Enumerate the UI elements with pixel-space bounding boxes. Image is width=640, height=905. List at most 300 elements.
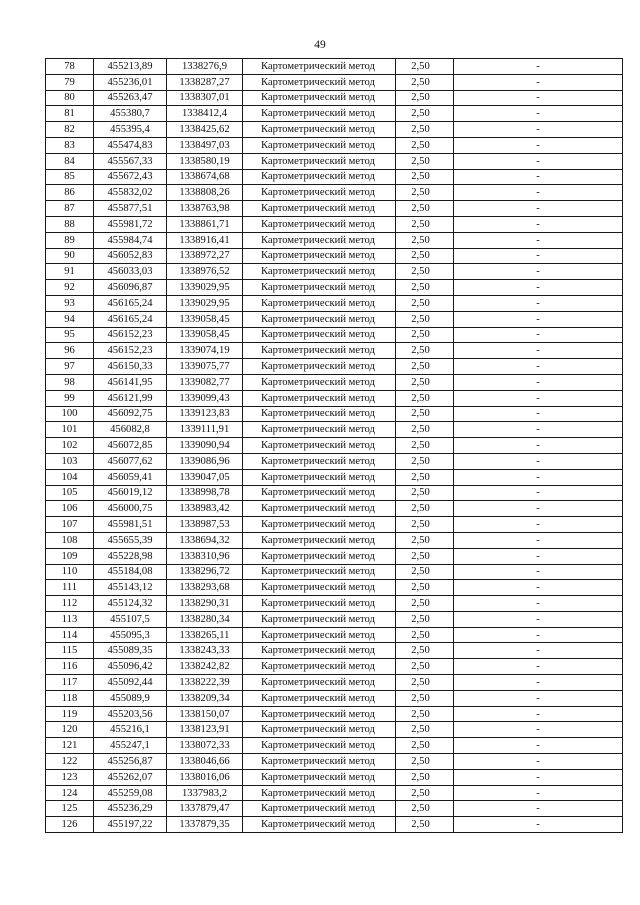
table-row bbox=[46, 201, 623, 217]
table-row bbox=[46, 264, 623, 280]
description-cell: - bbox=[454, 264, 623, 280]
description-cell: - bbox=[454, 690, 623, 706]
y-coordinate-cell: 1339123,83 bbox=[167, 406, 243, 422]
x-coordinate-cell: 455395,4 bbox=[94, 122, 167, 138]
y-coordinate-cell: 1338276,9 bbox=[167, 59, 243, 75]
table-row bbox=[46, 122, 623, 138]
description-cell: - bbox=[454, 801, 623, 817]
x-coordinate-cell: 455981,72 bbox=[94, 216, 167, 232]
description-cell: - bbox=[454, 643, 623, 659]
table-row bbox=[46, 438, 623, 454]
point-number-cell: 103 bbox=[46, 453, 94, 469]
description-cell: - bbox=[454, 517, 623, 533]
y-coordinate-cell: 1338307,01 bbox=[167, 90, 243, 106]
table-row bbox=[46, 548, 623, 564]
point-number-cell: 99 bbox=[46, 390, 94, 406]
method-cell: Картометрический метод bbox=[243, 675, 396, 691]
x-coordinate-cell: 456152,23 bbox=[94, 343, 167, 359]
description-cell: - bbox=[454, 485, 623, 501]
table-row bbox=[46, 611, 623, 627]
point-number-cell: 89 bbox=[46, 232, 94, 248]
y-coordinate-cell: 1338861,71 bbox=[167, 216, 243, 232]
description-cell: - bbox=[454, 311, 623, 327]
x-coordinate-cell: 456059,41 bbox=[94, 469, 167, 485]
description-cell: - bbox=[454, 153, 623, 169]
point-number-cell: 126 bbox=[46, 817, 94, 833]
method-cell: Картометрический метод bbox=[243, 485, 396, 501]
x-coordinate-cell: 455203,56 bbox=[94, 706, 167, 722]
method-cell: Картометрический метод bbox=[243, 596, 396, 612]
y-coordinate-cell: 1338265,11 bbox=[167, 627, 243, 643]
method-cell: Картометрический метод bbox=[243, 469, 396, 485]
x-coordinate-cell: 455143,12 bbox=[94, 580, 167, 596]
y-coordinate-cell: 1337879,47 bbox=[167, 801, 243, 817]
point-number-cell: 90 bbox=[46, 248, 94, 264]
description-cell: - bbox=[454, 596, 623, 612]
description-cell: - bbox=[454, 785, 623, 801]
point-number-cell: 98 bbox=[46, 374, 94, 390]
y-coordinate-cell: 1339029,95 bbox=[167, 280, 243, 296]
accuracy-cell: 2,50 bbox=[396, 627, 454, 643]
point-number-cell: 86 bbox=[46, 185, 94, 201]
method-cell: Картометрический метод bbox=[243, 264, 396, 280]
table-row bbox=[46, 169, 623, 185]
accuracy-cell: 2,50 bbox=[396, 232, 454, 248]
description-cell: - bbox=[454, 659, 623, 675]
x-coordinate-cell: 455247,1 bbox=[94, 738, 167, 754]
accuracy-cell: 2,50 bbox=[396, 564, 454, 580]
table-row bbox=[46, 580, 623, 596]
description-cell: - bbox=[454, 580, 623, 596]
accuracy-cell: 2,50 bbox=[396, 264, 454, 280]
description-cell: - bbox=[454, 754, 623, 770]
description-cell: - bbox=[454, 706, 623, 722]
table-row bbox=[46, 359, 623, 375]
x-coordinate-cell: 456165,24 bbox=[94, 295, 167, 311]
method-cell: Картометрический метод bbox=[243, 311, 396, 327]
point-number-cell: 123 bbox=[46, 769, 94, 785]
description-cell: - bbox=[454, 564, 623, 580]
method-cell: Картометрический метод bbox=[243, 754, 396, 770]
y-coordinate-cell: 1339029,95 bbox=[167, 295, 243, 311]
description-cell: - bbox=[454, 169, 623, 185]
y-coordinate-cell: 1338497,03 bbox=[167, 137, 243, 153]
y-coordinate-cell: 1338976,52 bbox=[167, 264, 243, 280]
accuracy-cell: 2,50 bbox=[396, 501, 454, 517]
table-row bbox=[46, 501, 623, 517]
method-cell: Картометрический метод bbox=[243, 280, 396, 296]
y-coordinate-cell: 1338287,27 bbox=[167, 74, 243, 90]
table-row bbox=[46, 659, 623, 675]
table-row bbox=[46, 137, 623, 153]
method-cell: Картометрический метод bbox=[243, 785, 396, 801]
y-coordinate-cell: 1339058,45 bbox=[167, 327, 243, 343]
accuracy-cell: 2,50 bbox=[396, 374, 454, 390]
point-number-cell: 116 bbox=[46, 659, 94, 675]
x-coordinate-cell: 455216,1 bbox=[94, 722, 167, 738]
x-coordinate-cell: 456096,87 bbox=[94, 280, 167, 296]
table-row bbox=[46, 596, 623, 612]
method-cell: Картометрический метод bbox=[243, 106, 396, 122]
x-coordinate-cell: 456052,83 bbox=[94, 248, 167, 264]
description-cell: - bbox=[454, 406, 623, 422]
table-row bbox=[46, 785, 623, 801]
y-coordinate-cell: 1338987,53 bbox=[167, 517, 243, 533]
x-coordinate-cell: 456019,12 bbox=[94, 485, 167, 501]
description-cell: - bbox=[454, 248, 623, 264]
y-coordinate-cell: 1338072,33 bbox=[167, 738, 243, 754]
table-row bbox=[46, 627, 623, 643]
y-coordinate-cell: 1338983,42 bbox=[167, 501, 243, 517]
table-row bbox=[46, 722, 623, 738]
table-row bbox=[46, 564, 623, 580]
method-cell: Картометрический метод bbox=[243, 548, 396, 564]
x-coordinate-cell: 455877,51 bbox=[94, 201, 167, 217]
description-cell: - bbox=[454, 201, 623, 217]
point-number-cell: 122 bbox=[46, 754, 94, 770]
y-coordinate-cell: 1338972,27 bbox=[167, 248, 243, 264]
point-number-cell: 118 bbox=[46, 690, 94, 706]
description-cell: - bbox=[454, 675, 623, 691]
point-number-cell: 111 bbox=[46, 580, 94, 596]
method-cell: Картометрический метод bbox=[243, 248, 396, 264]
accuracy-cell: 2,50 bbox=[396, 738, 454, 754]
y-coordinate-cell: 1338290,31 bbox=[167, 596, 243, 612]
accuracy-cell: 2,50 bbox=[396, 754, 454, 770]
method-cell: Картометрический метод bbox=[243, 580, 396, 596]
point-number-cell: 115 bbox=[46, 643, 94, 659]
x-coordinate-cell: 455197,22 bbox=[94, 817, 167, 833]
y-coordinate-cell: 1338916,41 bbox=[167, 232, 243, 248]
point-number-cell: 87 bbox=[46, 201, 94, 217]
point-number-cell: 79 bbox=[46, 74, 94, 90]
description-cell: - bbox=[454, 422, 623, 438]
point-number-cell: 78 bbox=[46, 59, 94, 75]
accuracy-cell: 2,50 bbox=[396, 390, 454, 406]
description-cell: - bbox=[454, 501, 623, 517]
accuracy-cell: 2,50 bbox=[396, 611, 454, 627]
x-coordinate-cell: 455213,89 bbox=[94, 59, 167, 75]
point-number-cell: 80 bbox=[46, 90, 94, 106]
x-coordinate-cell: 456072,85 bbox=[94, 438, 167, 454]
y-coordinate-cell: 1338674,68 bbox=[167, 169, 243, 185]
accuracy-cell: 2,50 bbox=[396, 690, 454, 706]
description-cell: - bbox=[454, 359, 623, 375]
accuracy-cell: 2,50 bbox=[396, 90, 454, 106]
table-row bbox=[46, 106, 623, 122]
method-cell: Картометрический метод bbox=[243, 343, 396, 359]
point-number-cell: 110 bbox=[46, 564, 94, 580]
accuracy-cell: 2,50 bbox=[396, 422, 454, 438]
y-coordinate-cell: 1338280,34 bbox=[167, 611, 243, 627]
x-coordinate-cell: 455474,83 bbox=[94, 137, 167, 153]
description-cell: - bbox=[454, 469, 623, 485]
table-row bbox=[46, 311, 623, 327]
x-coordinate-cell: 456033,03 bbox=[94, 264, 167, 280]
point-number-cell: 112 bbox=[46, 596, 94, 612]
point-number-cell: 104 bbox=[46, 469, 94, 485]
point-number-cell: 117 bbox=[46, 675, 94, 691]
x-coordinate-cell: 456141,95 bbox=[94, 374, 167, 390]
x-coordinate-cell: 455089,9 bbox=[94, 690, 167, 706]
table-row bbox=[46, 817, 623, 833]
x-coordinate-cell: 455984,74 bbox=[94, 232, 167, 248]
accuracy-cell: 2,50 bbox=[396, 280, 454, 296]
description-cell: - bbox=[454, 532, 623, 548]
x-coordinate-cell: 455981,51 bbox=[94, 517, 167, 533]
x-coordinate-cell: 455236,29 bbox=[94, 801, 167, 817]
y-coordinate-cell: 1338242,82 bbox=[167, 659, 243, 675]
accuracy-cell: 2,50 bbox=[396, 248, 454, 264]
method-cell: Картометрический метод bbox=[243, 137, 396, 153]
table-row bbox=[46, 374, 623, 390]
table-row bbox=[46, 453, 623, 469]
point-number-cell: 102 bbox=[46, 438, 94, 454]
y-coordinate-cell: 1338293,68 bbox=[167, 580, 243, 596]
description-cell: - bbox=[454, 343, 623, 359]
x-coordinate-cell: 455124,32 bbox=[94, 596, 167, 612]
y-coordinate-cell: 1338694,32 bbox=[167, 532, 243, 548]
description-cell: - bbox=[454, 738, 623, 754]
method-cell: Картометрический метод bbox=[243, 453, 396, 469]
x-coordinate-cell: 455832,02 bbox=[94, 185, 167, 201]
coordinates-table-body bbox=[46, 59, 623, 833]
x-coordinate-cell: 456000,75 bbox=[94, 501, 167, 517]
x-coordinate-cell: 456092,75 bbox=[94, 406, 167, 422]
y-coordinate-cell: 1338310,96 bbox=[167, 548, 243, 564]
point-number-cell: 106 bbox=[46, 501, 94, 517]
accuracy-cell: 2,50 bbox=[396, 769, 454, 785]
y-coordinate-cell: 1338243,33 bbox=[167, 643, 243, 659]
method-cell: Картометрический метод bbox=[243, 643, 396, 659]
accuracy-cell: 2,50 bbox=[396, 596, 454, 612]
point-number-cell: 95 bbox=[46, 327, 94, 343]
y-coordinate-cell: 1339058,45 bbox=[167, 311, 243, 327]
y-coordinate-cell: 1338016,06 bbox=[167, 769, 243, 785]
description-cell: - bbox=[454, 627, 623, 643]
point-number-cell: 119 bbox=[46, 706, 94, 722]
y-coordinate-cell: 1338222,39 bbox=[167, 675, 243, 691]
y-coordinate-cell: 1339099,43 bbox=[167, 390, 243, 406]
accuracy-cell: 2,50 bbox=[396, 185, 454, 201]
method-cell: Картометрический метод bbox=[243, 517, 396, 533]
y-coordinate-cell: 1338425,62 bbox=[167, 122, 243, 138]
x-coordinate-cell: 456082,8 bbox=[94, 422, 167, 438]
description-cell: - bbox=[454, 59, 623, 75]
y-coordinate-cell: 1339090,94 bbox=[167, 438, 243, 454]
table-row bbox=[46, 295, 623, 311]
point-number-cell: 96 bbox=[46, 343, 94, 359]
method-cell: Картометрический метод bbox=[243, 659, 396, 675]
method-cell: Картометрический метод bbox=[243, 706, 396, 722]
accuracy-cell: 2,50 bbox=[396, 201, 454, 217]
point-number-cell: 121 bbox=[46, 738, 94, 754]
accuracy-cell: 2,50 bbox=[396, 706, 454, 722]
x-coordinate-cell: 456152,23 bbox=[94, 327, 167, 343]
accuracy-cell: 2,50 bbox=[396, 453, 454, 469]
y-coordinate-cell: 1337879,35 bbox=[167, 817, 243, 833]
x-coordinate-cell: 455655,39 bbox=[94, 532, 167, 548]
description-cell: - bbox=[454, 295, 623, 311]
table-row bbox=[46, 485, 623, 501]
table-row bbox=[46, 754, 623, 770]
method-cell: Картометрический метод bbox=[243, 185, 396, 201]
x-coordinate-cell: 455184,08 bbox=[94, 564, 167, 580]
method-cell: Картометрический метод bbox=[243, 74, 396, 90]
y-coordinate-cell: 1338296,72 bbox=[167, 564, 243, 580]
table-row bbox=[46, 280, 623, 296]
description-cell: - bbox=[454, 106, 623, 122]
table-row bbox=[46, 327, 623, 343]
x-coordinate-cell: 456121,99 bbox=[94, 390, 167, 406]
y-coordinate-cell: 1338808,26 bbox=[167, 185, 243, 201]
description-cell: - bbox=[454, 769, 623, 785]
point-number-cell: 125 bbox=[46, 801, 94, 817]
accuracy-cell: 2,50 bbox=[396, 438, 454, 454]
method-cell: Картометрический метод bbox=[243, 59, 396, 75]
x-coordinate-cell: 455256,87 bbox=[94, 754, 167, 770]
y-coordinate-cell: 1338046,66 bbox=[167, 754, 243, 770]
point-number-cell: 81 bbox=[46, 106, 94, 122]
method-cell: Картометрический метод bbox=[243, 501, 396, 517]
method-cell: Картометрический метод bbox=[243, 374, 396, 390]
method-cell: Картометрический метод bbox=[243, 611, 396, 627]
y-coordinate-cell: 1339074,19 bbox=[167, 343, 243, 359]
accuracy-cell: 2,50 bbox=[396, 327, 454, 343]
table-row bbox=[46, 769, 623, 785]
description-cell: - bbox=[454, 548, 623, 564]
method-cell: Картометрический метод bbox=[243, 564, 396, 580]
y-coordinate-cell: 1338123,91 bbox=[167, 722, 243, 738]
table-row bbox=[46, 216, 623, 232]
y-coordinate-cell: 1339075,77 bbox=[167, 359, 243, 375]
method-cell: Картометрический метод bbox=[243, 406, 396, 422]
accuracy-cell: 2,50 bbox=[396, 469, 454, 485]
point-number-cell: 82 bbox=[46, 122, 94, 138]
description-cell: - bbox=[454, 185, 623, 201]
x-coordinate-cell: 455089,35 bbox=[94, 643, 167, 659]
accuracy-cell: 2,50 bbox=[396, 643, 454, 659]
point-number-cell: 84 bbox=[46, 153, 94, 169]
accuracy-cell: 2,50 bbox=[396, 722, 454, 738]
method-cell: Картометрический метод bbox=[243, 216, 396, 232]
y-coordinate-cell: 1338580,19 bbox=[167, 153, 243, 169]
table-row bbox=[46, 185, 623, 201]
x-coordinate-cell: 455380,7 bbox=[94, 106, 167, 122]
point-number-cell: 109 bbox=[46, 548, 94, 564]
x-coordinate-cell: 455092,44 bbox=[94, 675, 167, 691]
table-row bbox=[46, 801, 623, 817]
method-cell: Картометрический метод bbox=[243, 627, 396, 643]
y-coordinate-cell: 1338998,78 bbox=[167, 485, 243, 501]
description-cell: - bbox=[454, 817, 623, 833]
page-number: 49 bbox=[314, 39, 326, 51]
method-cell: Картометрический метод bbox=[243, 422, 396, 438]
accuracy-cell: 2,50 bbox=[396, 659, 454, 675]
description-cell: - bbox=[454, 216, 623, 232]
table-row bbox=[46, 532, 623, 548]
table-row bbox=[46, 59, 623, 75]
table-row bbox=[46, 343, 623, 359]
x-coordinate-cell: 455259,08 bbox=[94, 785, 167, 801]
x-coordinate-cell: 455228,98 bbox=[94, 548, 167, 564]
y-coordinate-cell: 1339086,96 bbox=[167, 453, 243, 469]
method-cell: Картометрический метод bbox=[243, 153, 396, 169]
x-coordinate-cell: 455567,33 bbox=[94, 153, 167, 169]
x-coordinate-cell: 455672,43 bbox=[94, 169, 167, 185]
x-coordinate-cell: 455236,01 bbox=[94, 74, 167, 90]
accuracy-cell: 2,50 bbox=[396, 311, 454, 327]
description-cell: - bbox=[454, 90, 623, 106]
description-cell: - bbox=[454, 327, 623, 343]
method-cell: Картометрический метод bbox=[243, 801, 396, 817]
description-cell: - bbox=[454, 74, 623, 90]
accuracy-cell: 2,50 bbox=[396, 785, 454, 801]
description-cell: - bbox=[454, 722, 623, 738]
table-row bbox=[46, 517, 623, 533]
y-coordinate-cell: 1338150,07 bbox=[167, 706, 243, 722]
table-row bbox=[46, 248, 623, 264]
method-cell: Картометрический метод bbox=[243, 722, 396, 738]
table-row bbox=[46, 232, 623, 248]
accuracy-cell: 2,50 bbox=[396, 801, 454, 817]
point-number-cell: 124 bbox=[46, 785, 94, 801]
point-number-cell: 92 bbox=[46, 280, 94, 296]
accuracy-cell: 2,50 bbox=[396, 675, 454, 691]
point-number-cell: 93 bbox=[46, 295, 94, 311]
description-cell: - bbox=[454, 438, 623, 454]
point-number-cell: 107 bbox=[46, 517, 94, 533]
x-coordinate-cell: 455107,5 bbox=[94, 611, 167, 627]
table-row bbox=[46, 706, 623, 722]
accuracy-cell: 2,50 bbox=[396, 548, 454, 564]
accuracy-cell: 2,50 bbox=[396, 106, 454, 122]
x-coordinate-cell: 455095,3 bbox=[94, 627, 167, 643]
description-cell: - bbox=[454, 280, 623, 296]
method-cell: Картометрический метод bbox=[243, 232, 396, 248]
accuracy-cell: 2,50 bbox=[396, 532, 454, 548]
x-coordinate-cell: 455096,42 bbox=[94, 659, 167, 675]
method-cell: Картометрический метод bbox=[243, 390, 396, 406]
accuracy-cell: 2,50 bbox=[396, 580, 454, 596]
accuracy-cell: 2,50 bbox=[396, 59, 454, 75]
method-cell: Картометрический метод bbox=[243, 359, 396, 375]
point-number-cell: 85 bbox=[46, 169, 94, 185]
point-number-cell: 100 bbox=[46, 406, 94, 422]
description-cell: - bbox=[454, 390, 623, 406]
method-cell: Картометрический метод bbox=[243, 532, 396, 548]
table-row bbox=[46, 738, 623, 754]
table-row bbox=[46, 90, 623, 106]
table-row bbox=[46, 406, 623, 422]
method-cell: Картометрический метод bbox=[243, 122, 396, 138]
accuracy-cell: 2,50 bbox=[396, 485, 454, 501]
method-cell: Картометрический метод bbox=[243, 169, 396, 185]
accuracy-cell: 2,50 bbox=[396, 137, 454, 153]
x-coordinate-cell: 456077,62 bbox=[94, 453, 167, 469]
method-cell: Картометрический метод bbox=[243, 817, 396, 833]
accuracy-cell: 2,50 bbox=[396, 517, 454, 533]
x-coordinate-cell: 456150,33 bbox=[94, 359, 167, 375]
method-cell: Картометрический метод bbox=[243, 738, 396, 754]
accuracy-cell: 2,50 bbox=[396, 74, 454, 90]
table-row bbox=[46, 390, 623, 406]
point-number-cell: 108 bbox=[46, 532, 94, 548]
table-row bbox=[46, 153, 623, 169]
method-cell: Картометрический метод bbox=[243, 690, 396, 706]
accuracy-cell: 2,50 bbox=[396, 216, 454, 232]
accuracy-cell: 2,50 bbox=[396, 295, 454, 311]
